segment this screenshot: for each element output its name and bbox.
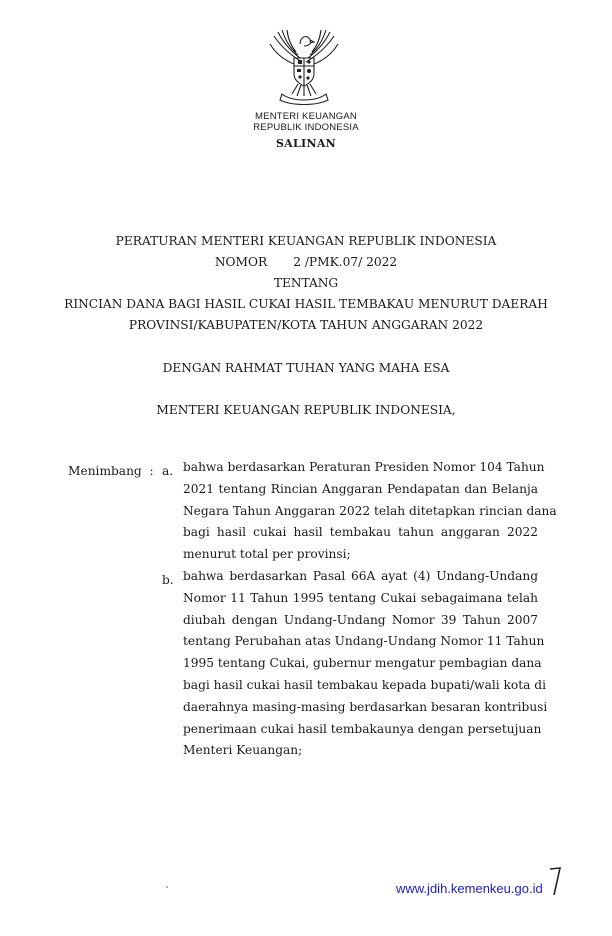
issuer-line: MENTERI KEUANGAN REPUBLIK INDONESIA, [156,403,456,417]
text-line: bagi hasil cukai hasil tembakau kepada bupati/wali kota di [183,677,546,692]
blessing-line: DENGAN RAHMAT TUHAN YANG MAHA ESA [162,361,450,375]
text-line: Negara Tahun Anggaran 2022 telah ditetapkan rincian dana [183,503,557,518]
text-line: 1995 tentang Cukai, gubernur mengatur pembagian dana [183,656,542,671]
text-line: menurut total per provinsi; [183,547,351,562]
about-label: TENTANG [273,276,339,290]
number-value: 2 /PMK.07/ 2022 [293,255,398,269]
subject-line1: RINCIAN DANA BAGI HASIL CUKAI HASIL TEMBAKAU MENURUT DAERAH [64,297,548,311]
text-line: bagi hasil cukai hasil tembakau tahun anggaran 2022 [183,525,538,540]
regulation-title: PERATURAN MENTERI KEUANGAN REPUBLIK INDONESIA [115,234,497,248]
garuda-emblem-icon [264,22,344,106]
text-line: daerahnya masing-masing berdasarkan besaran kontribusi [183,699,548,714]
considering-item-b [183,566,548,762]
text-line: penerimaan cukai hasil tembakaunya dengan persetujuan [183,721,542,736]
text-line: 2021 tentang Rincian Anggaran Pendapatan dan Belanja [183,481,538,496]
page-number-mark-icon [548,865,562,897]
text-line: tentang Perubahan atas Undang-Undang Nomor 11 Tahun [183,634,545,649]
considering-item-a [183,457,557,566]
text-line: Menteri Keuangan; [183,743,303,758]
considering-label: Menimbang : [68,464,154,478]
text-line: Nomor 11 Tahun 1995 tentang Cukai sebagaimana telah [183,590,538,605]
item-letter-b: b. [162,573,174,587]
subject-line2: PROVINSI/KABUPATEN/KOTA TAHUN ANGGARAN 2022 [128,318,484,332]
copy-label: SALINAN [275,137,337,150]
scan-speck [166,886,168,888]
item-letter-a: a. [162,464,174,478]
ministry-name-line1: MENTERI KEUANGAN [255,111,357,122]
ministry-name-line2: REPUBLIK INDONESIA [253,122,359,133]
regulation-number [0,255,612,269]
number-label: NOMOR [214,255,268,269]
website-link[interactable]: www.jdih.kemenkeu.go.id [396,881,543,896]
text-line: bahwa berdasarkan Pasal 66A ayat (4) Undang-Undang [183,569,538,583]
text-line: diubah dengan Undang-Undang Nomor 39 Tahun 2007 [183,612,538,627]
text-line: bahwa berdasarkan Peraturan Presiden Nomor 104 Tahun [183,460,545,474]
